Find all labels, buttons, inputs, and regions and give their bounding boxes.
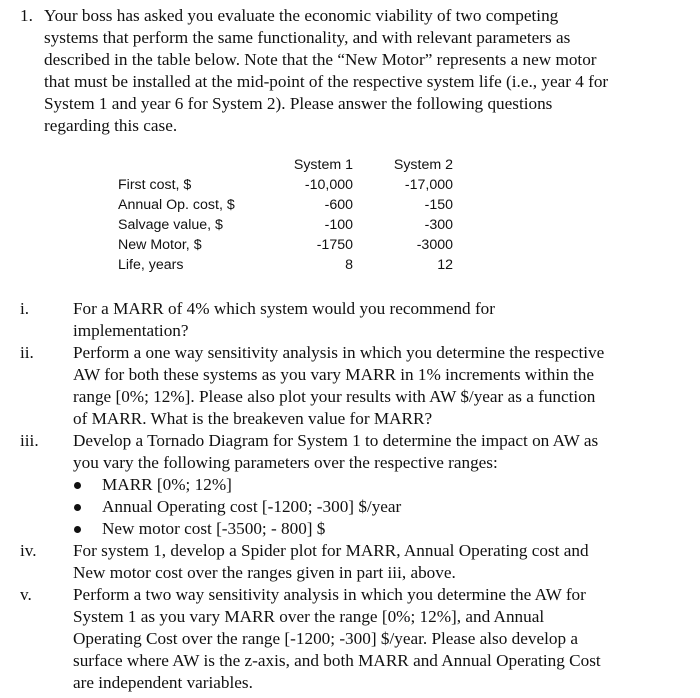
- bullet-item: MARR [0%; 12%]: [102, 475, 232, 494]
- system-2-value: -150: [424, 197, 453, 213]
- row-label: Annual Op. cost, $: [118, 197, 235, 213]
- intro-line: described in the table below. Note that the “New Motor” represents a new motor: [44, 50, 597, 69]
- table-row: [118, 195, 468, 215]
- part-numeral-v: v.: [20, 585, 32, 604]
- system-2-value: -3000: [416, 237, 453, 253]
- part-line: System 1 as you vary MARR over the range [0%; 12%], and Annual: [73, 607, 545, 626]
- header-system-2: System 2: [393, 157, 453, 173]
- part-i-text: [73, 298, 693, 342]
- part-line: surface where AW is the z-axis, and both MARR and Annual Operating Cost: [73, 651, 601, 670]
- part-line: New motor cost over the ranges given in part iii, above.: [73, 563, 456, 582]
- bullet-icon: [74, 526, 81, 533]
- question-intro: [44, 5, 694, 137]
- part-ii-text: [73, 342, 693, 430]
- system-1-value: -600: [324, 197, 353, 213]
- part-line: you vary the following parameters over the respective ranges:: [73, 453, 498, 472]
- part-line: range [0%; 12%]. Please also plot your results with AW $/year as a function: [73, 387, 596, 406]
- part-v-text: [73, 584, 693, 694]
- intro-line: that must be installed at the mid-point of the respective system life (i.e., year 4 for: [44, 72, 609, 91]
- part-numeral-ii: ii.: [20, 343, 34, 362]
- system-1-value: -1750: [316, 237, 353, 253]
- part-numeral-iv: iv.: [20, 541, 37, 560]
- system-1-value: 8: [345, 257, 353, 273]
- part-line: For system 1, develop a Spider plot for MARR, Annual Operating cost and: [73, 541, 589, 560]
- part-numeral-iii: iii.: [20, 431, 39, 450]
- part-line: of MARR. What is the breakeven value for MARR?: [73, 409, 433, 428]
- system-1-value: -100: [324, 217, 353, 233]
- header-system-1: System 1: [293, 157, 353, 173]
- intro-line: regarding this case.: [44, 116, 178, 135]
- part-line: Operating Cost over the range [-1200; -300] $/year. Please also develop a: [73, 629, 578, 648]
- part-line: For a MARR of 4% which system would you recommend for: [73, 299, 495, 318]
- row-label: First cost, $: [118, 177, 192, 193]
- system-2-value: -300: [424, 217, 453, 233]
- system-2-value: -17,000: [404, 177, 453, 193]
- table-row: [118, 255, 468, 275]
- part-line: are independent variables.: [73, 673, 253, 692]
- row-label: Salvage value, $: [118, 217, 223, 233]
- part-iii-text: [73, 430, 693, 474]
- part-line: Perform a one way sensitivity analysis in which you determine the respective: [73, 343, 605, 362]
- system-1-value: -10,000: [304, 177, 353, 193]
- part-numeral-i: i.: [20, 299, 30, 318]
- table-row: [118, 175, 468, 195]
- question-number: 1.: [20, 6, 33, 25]
- intro-line: System 1 and year 6 for System 2). Please answer the following questions: [44, 94, 553, 113]
- intro-line: systems that perform the same functionality, and with relevant parameters as: [44, 28, 571, 47]
- system-2-value: 12: [437, 257, 453, 273]
- bullet-item: New motor cost [-3500; - 800] $: [102, 519, 326, 538]
- part-line: implementation?: [73, 321, 189, 340]
- bullet-icon: [74, 504, 81, 511]
- part-line: Develop a Tornado Diagram for System 1 to determine the impact on AW as: [73, 431, 599, 450]
- table-row: [118, 215, 468, 235]
- bullet-list: [0, 474, 700, 540]
- parameter-table: [118, 155, 468, 280]
- bullet-item: Annual Operating cost [-1200; -300] $/year: [102, 497, 402, 516]
- intro-line: Your boss has asked you evaluate the economic viability of two competing: [44, 6, 559, 25]
- part-line: Perform a two way sensitivity analysis in which you determine the AW for: [73, 585, 586, 604]
- part-iv-text: [73, 540, 693, 584]
- bullet-icon: [74, 482, 81, 489]
- part-line: AW for both these systems as you vary MARR in 1% increments within the: [73, 365, 595, 384]
- row-label: Life, years: [118, 257, 184, 273]
- table-row: [118, 235, 468, 255]
- row-label: New Motor, $: [118, 237, 202, 253]
